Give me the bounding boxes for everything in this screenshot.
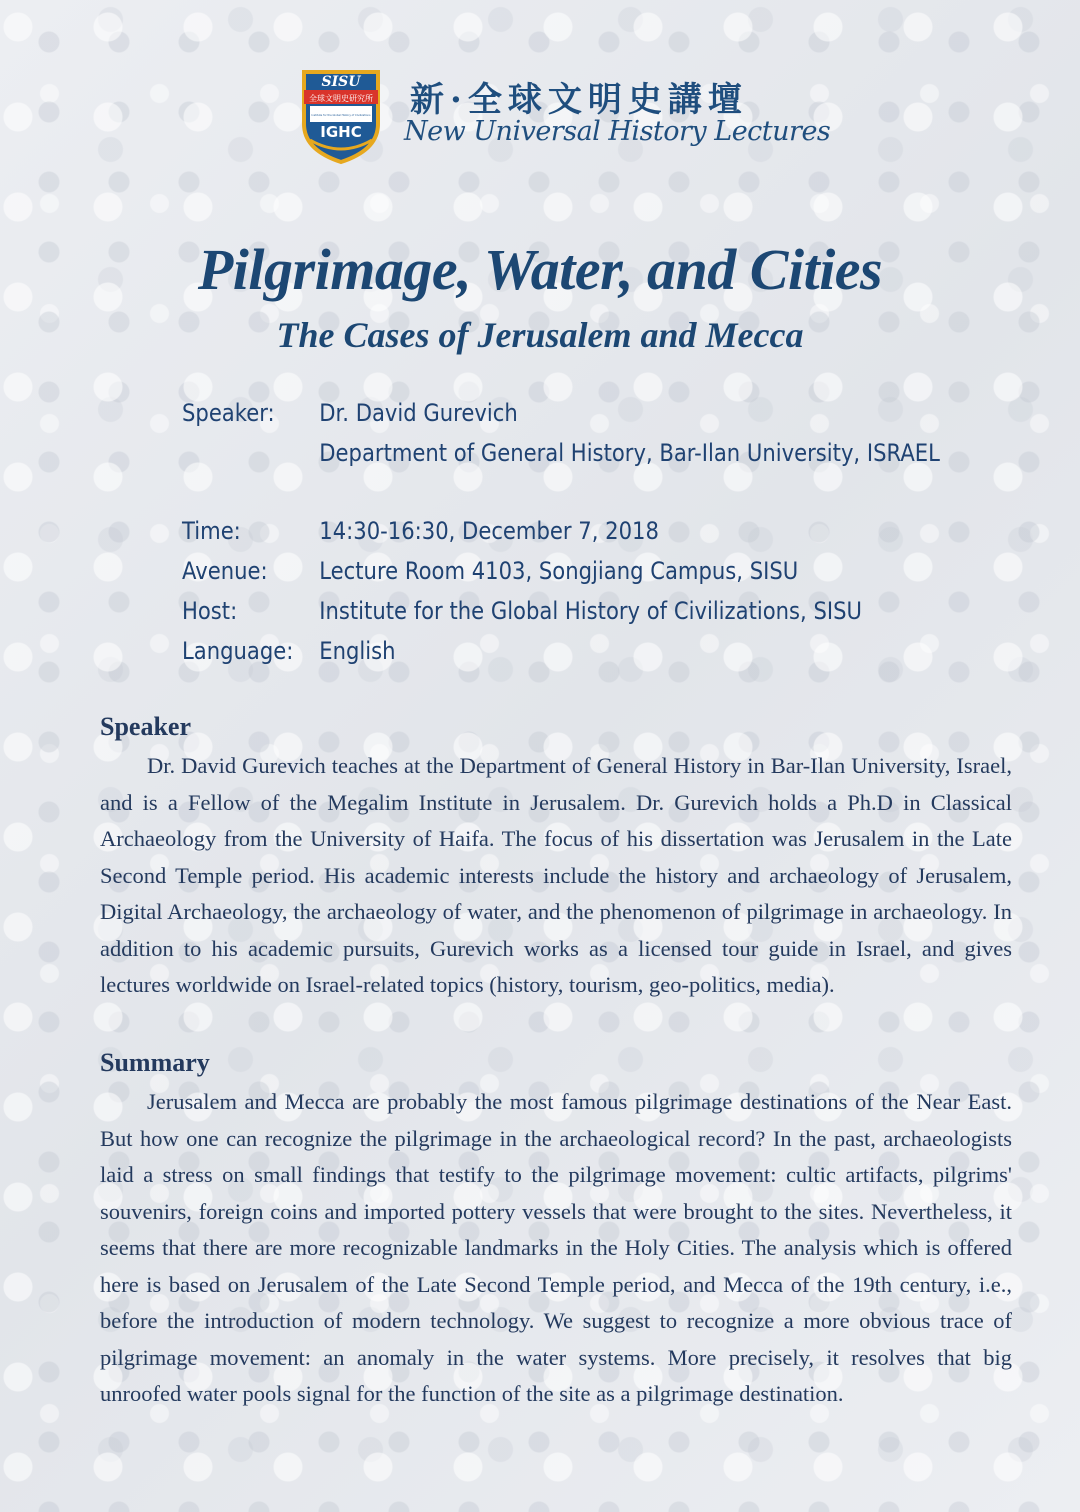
ighc-shield-icon bbox=[296, 66, 386, 166]
speaker-bio: Dr. David Gurevich teaches at the Department of General History in Bar-Ilan University, Israel, and is a Fellow of the Megalim Institute in Jerusalem. Dr. Gurevich holds a Ph.D in Classical Archaeology from the University of Haifa. The focus of his dissertation was Jerusalem in the Late Second Temple period. His academic interests include the history and archaeology of Jerusalem, Digital Archaeology, the archaeology of water, and the phenomenon of pilgrimage in archaeology. In addition to his academic pursuits, Gurevich works as a licensed tour guide in Israel, and gives lectures worldwide on Israel-related topics (history, tourism, geo-politics, media). bbox=[100, 753, 1012, 997]
lecture-title: Pilgrimage, Water, and Cities bbox=[197, 237, 883, 302]
svg-text:全球文明史研究所: 全球文明史研究所 bbox=[309, 94, 373, 103]
series-title-chinese: 新·全球文明史講壇 bbox=[410, 80, 748, 120]
summary-text: Jerusalem and Mecca are probably the most famous pilgrimage destinations of the Near East. But how one can recognize the pilgrimage in the archaeological record? In the past, archaeologists laid a stress on small findings that testify to the pilgrimage movement: cultic artifacts, pilgrims' souvenirs, foreign coins and imported pottery vessels that were brought to the sites. Nevertheless, it seems that there are more recognizable landmarks in the Holy Cities. The analysis which is offered here is based on Jerusalem of the Late Second Temple period, and Mecca of the 19th century, i.e., before the introduction of modern technology. We suggest to recognize a more obvious trace of pilgrimage movement: an anomaly in the water systems. More precisely, it resolves that big unroofed water pools signal for the function of the site as a pilgrimage destination. bbox=[100, 1089, 1012, 1406]
lecture-subtitle: The Cases of Jerusalem and Mecca bbox=[276, 315, 804, 355]
language-row bbox=[182, 631, 974, 671]
series-title-english: New Universal History Lectures bbox=[404, 116, 831, 147]
host-label: Host: bbox=[182, 597, 238, 625]
host-row bbox=[182, 591, 974, 631]
avenue-row bbox=[182, 551, 974, 591]
speaker-affiliation: Department of General History, Bar-Ilan University, ISRAEL bbox=[319, 439, 940, 467]
svg-text:Institute for the Global Histo: Institute for the Global History of Civilizations bbox=[311, 114, 371, 117]
time-value: 14:30-16:30, December 7, 2018 bbox=[319, 517, 659, 545]
summary-section-heading: Summary bbox=[100, 1048, 210, 1077]
ighc-logo bbox=[296, 66, 386, 166]
avenue-value: Lecture Room 4103, Songjiang Campus, SISU bbox=[319, 557, 799, 585]
speaker-section-heading: Speaker bbox=[100, 712, 191, 741]
avenue-label: Avenue: bbox=[182, 557, 268, 585]
speaker-row bbox=[182, 393, 974, 433]
lecture-series-header bbox=[296, 66, 831, 166]
language-value: English bbox=[319, 637, 396, 665]
language-label: Language: bbox=[182, 637, 294, 665]
svg-text:SISU: SISU bbox=[321, 74, 361, 90]
svg-text:IGHC: IGHC bbox=[320, 123, 362, 141]
speaker-name: Dr. David Gurevich bbox=[319, 399, 518, 427]
affiliation-row bbox=[182, 433, 974, 473]
speaker-label: Speaker: bbox=[182, 399, 275, 427]
lecture-info bbox=[182, 393, 1002, 671]
time-row bbox=[182, 511, 974, 551]
time-label: Time: bbox=[182, 517, 241, 545]
host-value: Institute for the Global History of Civilizations, SISU bbox=[319, 597, 862, 625]
